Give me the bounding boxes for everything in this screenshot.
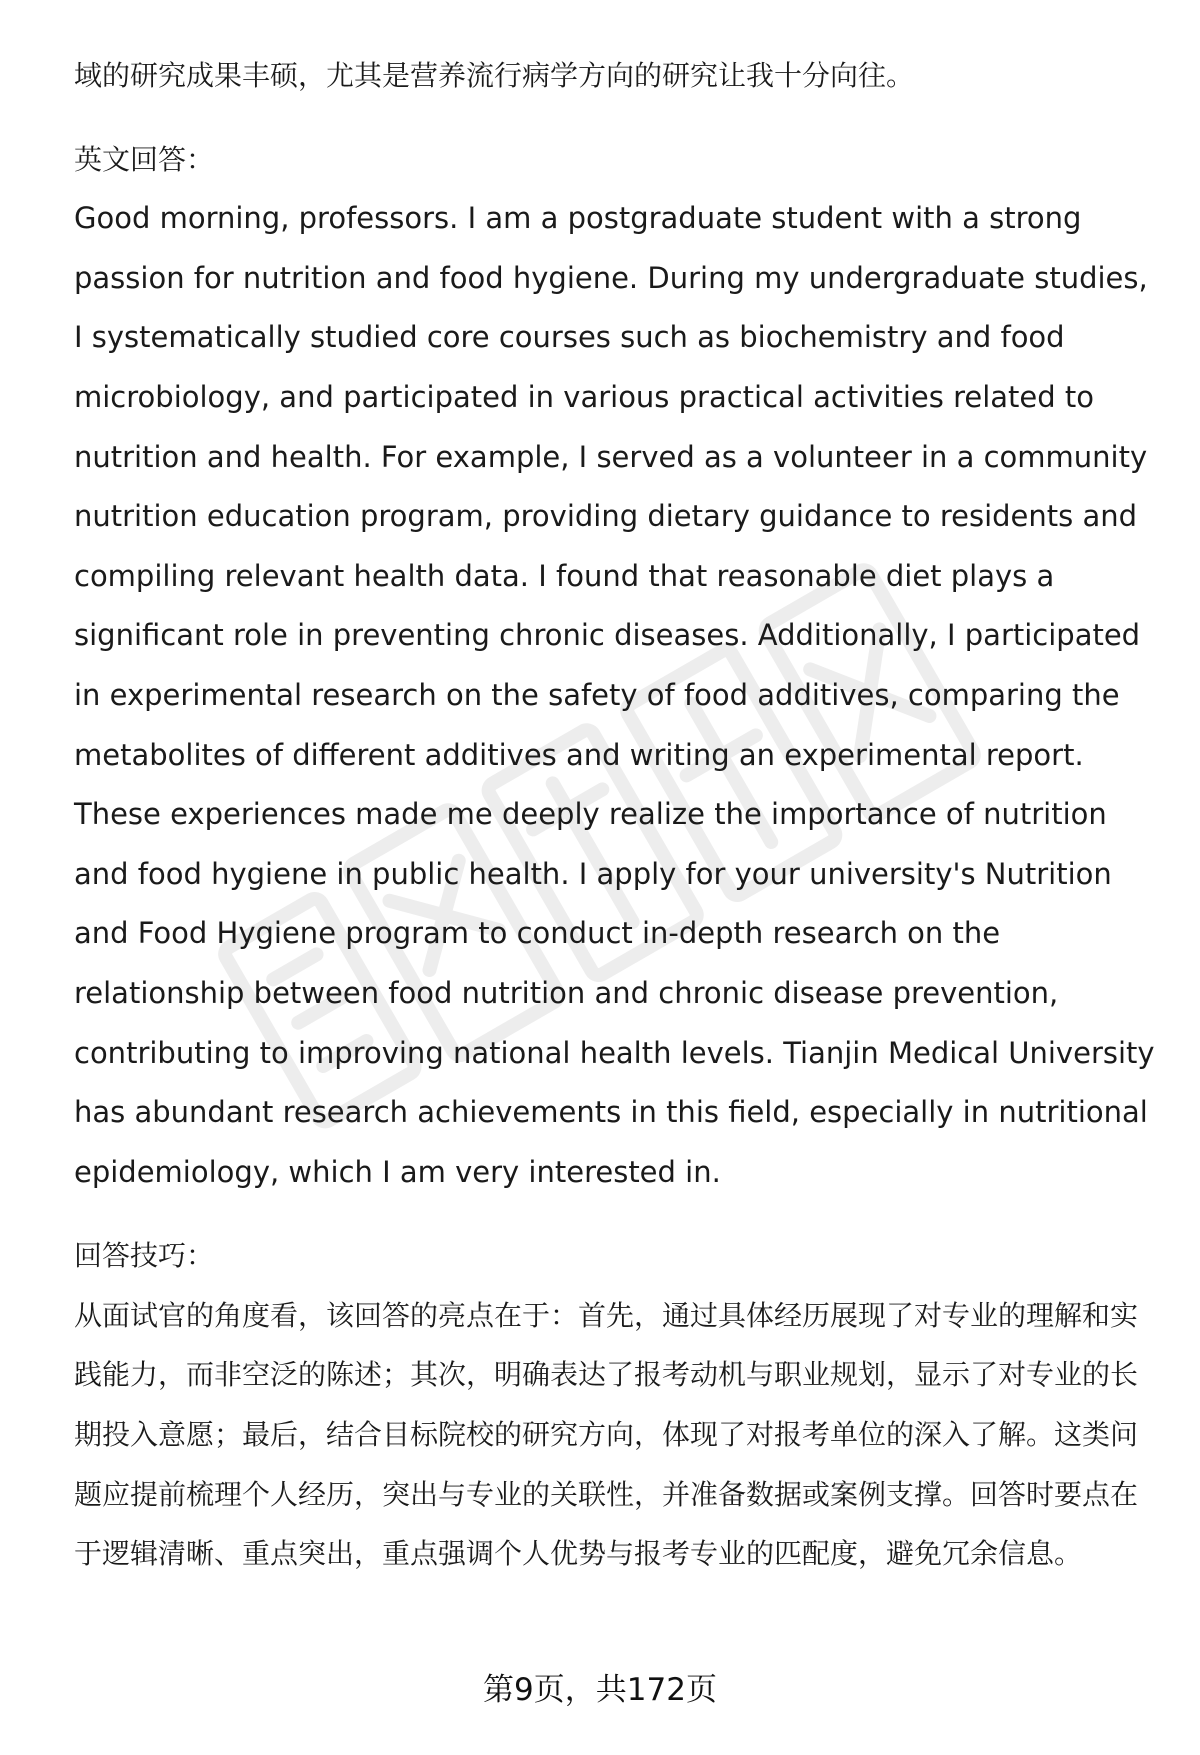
answer-tips-heading: 回答技巧： bbox=[74, 1239, 215, 1273]
page-number-footer: 第9页，共172页 bbox=[483, 1672, 717, 1708]
english-answer-heading: 英文回答： bbox=[74, 142, 215, 176]
document-body bbox=[74, 46, 1159, 1584]
spacer bbox=[74, 1202, 1159, 1226]
answer-tips-text: 从面试官的角度看，该回答的亮点在于：首先，通过具体经历展现了对专业的理解和实践能力，而非空泛的陈述；其次，明确表达了报考动机与职业规划，显示了对专业的长期投入意愿；最后，结合目标院校的研究方向，体现了对报考单位的深入了解。这类问题应提前梳理个人经历，突出与专业的关联性，并准备数据或案例支撑。回答时要点在于逻辑清晰、重点突出，重点强调个人优势与报考专业的匹配度，避免冗余信息。 bbox=[74, 1298, 1139, 1571]
english-answer-text: Good morning, professors. I am a postgraduate student with a strong passion for nutrition and food hygiene. During my undergraduate studies, I systematically studied core courses such as biochemistry and food microbiology, and participated in various practical activities related to nutrition and health. For example, I served as a volunteer in a community nutrition education program, providing dietary guidance to residents and compiling relevant health data. I found that reasonable diet plays a significant role in preventing chronic diseases. Additionally, I participated in experimental research on the safety of food additives, comparing the metabolites of different additives and writing an experimental report. These experiences made me deeply realize the importance of nutrition and food hygiene in public health. I apply for your university's Nutrition and Food Hygiene program to conduct in-depth research on the relationship between food nutrition and chronic disease prevention, contributing to improving national health levels. Tianjin Medical University has abundant research achievements in this field, especially in nutritional epidemiology, which I am very interested in. bbox=[74, 201, 1155, 1189]
intro-tail-text: 域的研究成果丰硕，尤其是营养流行病学方向的研究让我十分向往。 bbox=[74, 59, 915, 92]
spacer bbox=[74, 106, 1159, 130]
